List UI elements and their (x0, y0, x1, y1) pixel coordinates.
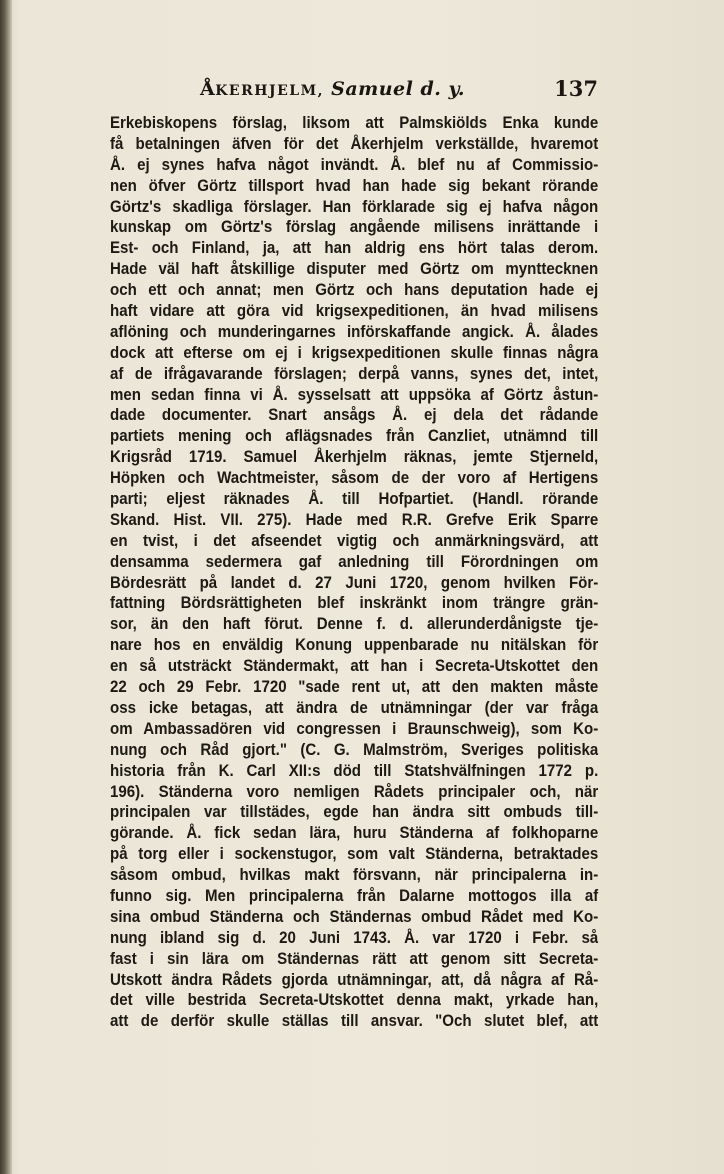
running-head (200, 78, 465, 100)
body-text (110, 113, 599, 1032)
text-line: principalen var tillstädes, egde han ändra sitt ombuds till- (110, 803, 599, 822)
text-line: sor, än den haft förut. Denne f. d. allerunderdånigste tje- (110, 615, 599, 634)
text-line: Skand. Hist. VII. 275). Hade med R.R. Grefve Erik Sparre (110, 510, 599, 529)
text-line: 22 och 29 Febr. 1720 "sade rent ut, att den makten måste (110, 678, 599, 697)
text-line: Görtz's skadliga förslager. Han förklarade sig ej hafva någon (110, 197, 599, 216)
page-header (110, 76, 598, 108)
running-head-initial: Å (200, 78, 216, 100)
text-line: historia från K. Carl XII:s död till Statshvälfningen 1772 p. (110, 761, 599, 780)
text-line: få betalningen äfven för det Åkerhjelm verkställde, hvaremot (110, 134, 599, 153)
running-head-caps: KERHJELM, (215, 83, 324, 99)
text-line: och ett och annat; men Görtz och hans deputation hade ej (110, 281, 599, 300)
text-line: såsom ombud, hvilkas makt försvann, när principalerna in- (110, 866, 599, 885)
text-line: nen öfver Görtz tillsport hvad han hade sig bekant rörande (110, 176, 599, 195)
text-line: oss icke betagas, att ändra de utnämningar (der var fråga (110, 698, 599, 717)
text-line: sina ombud Ständerna och Ständernas ombud Rådet med Ko- (110, 907, 599, 926)
text-line: en tvist, i det afseendet vigtig och anmärkningsvärd, att (110, 531, 599, 550)
text-line: fast i sin lära om Ständernas rätt att genom sitt Secreta- (110, 949, 599, 968)
text-line: dock att efterse om ej i krigsexpeditionen skulle finnas några (110, 343, 599, 362)
text-line: men sedan finna vi Å. sysselsatt att uppsöka af Görtz åstun- (110, 385, 599, 404)
text-line: 196). Ständerna voro nemligen Rådets principaler och, när (110, 782, 599, 801)
text-line: af de ifrågavarande förslagen; derpå vanns, synes det, intet, (110, 364, 599, 383)
text-line: fattning Bördsrättigheten blef inskränkt inom trängre grän- (110, 594, 599, 613)
text-line: Utskott ändra Rådets gjorda utnämningar, att, då några af Rå- (110, 970, 599, 989)
text-line: dade documenter. Snart ansågs Å. ej dela det rådande (110, 406, 599, 425)
text-line: Hade väl haft åtskillige disputer med Görtz om mynttecknen (110, 260, 599, 279)
text-line: en så utsträckt Ständermakt, att han i Secreta-Utskottet den (110, 657, 599, 676)
text-line: Å. ej synes hafva något invändt. Å. blef nu af Commissio- (110, 155, 599, 174)
running-head-name: Samuel d. y. (331, 78, 465, 100)
text-line: om Ambassadören vid congressen i Braunschweig), som Ko- (110, 719, 599, 738)
text-line: kunskap om Görtz's förslag angående milisens inrättande i (110, 218, 599, 237)
text-line: Höpken och Wachtmeister, såsom de der voro af Hertigens (110, 469, 599, 488)
text-line: det ville bestrida Secreta-Utskottet denna makt, yrkade han, (110, 991, 599, 1010)
text-line: parti; eljest räknades Å. till Hofpartiet. (Handl. rörande (110, 490, 599, 509)
text-line: nare hos en enväldig Konung uppenbarade nu nitälskan för (110, 636, 599, 655)
text-line: på torg eller i sockenstugor, som valt Ständerna, betraktades (110, 845, 599, 864)
text-line: Est- och Finland, ja, att han aldrig ens hört talas derom. (110, 239, 599, 258)
page-number: 137 (554, 76, 598, 101)
text-line: Krigsråd 1719. Samuel Åkerhjelm räknas, jemte Stjerneld, (110, 448, 599, 467)
text-line: görande. Å. fick sedan lära, huru Ständerna af folkhoparne (110, 824, 599, 843)
text-line: funno sig. Men principalerna från Dalarne mottogos illa af (110, 886, 599, 905)
text-line: densamma sedermera gaf anledning till Förordningen om (110, 552, 599, 571)
book-spine-shadow (0, 0, 12, 1174)
text-line: nung ibland sig d. 20 Juni 1743. Å. var 1720 i Febr. så (110, 928, 599, 947)
text-line: aflöning och munderingarnes införskaffande angick. Å. ålades (110, 322, 599, 341)
text-line: Bördesrätt på landet d. 27 Juni 1720, genom hvilken För- (110, 573, 599, 592)
text-line: haft vidare att göra vid krigsexpeditionen, än hvad milisens (110, 302, 599, 321)
text-line: nung och Råd gjort." (C. G. Malmström, Sveriges politiska (110, 740, 599, 759)
text-line: partiets mening och aflägsnades från Canzliet, utnämnd till (110, 427, 599, 446)
text-line: att de derför skulle ställas till ansvar. "Och slutet blef, att (110, 1012, 599, 1031)
text-line: Erkebiskopens förslag, liksom att Palmskiölds Enka kunde (110, 114, 599, 132)
